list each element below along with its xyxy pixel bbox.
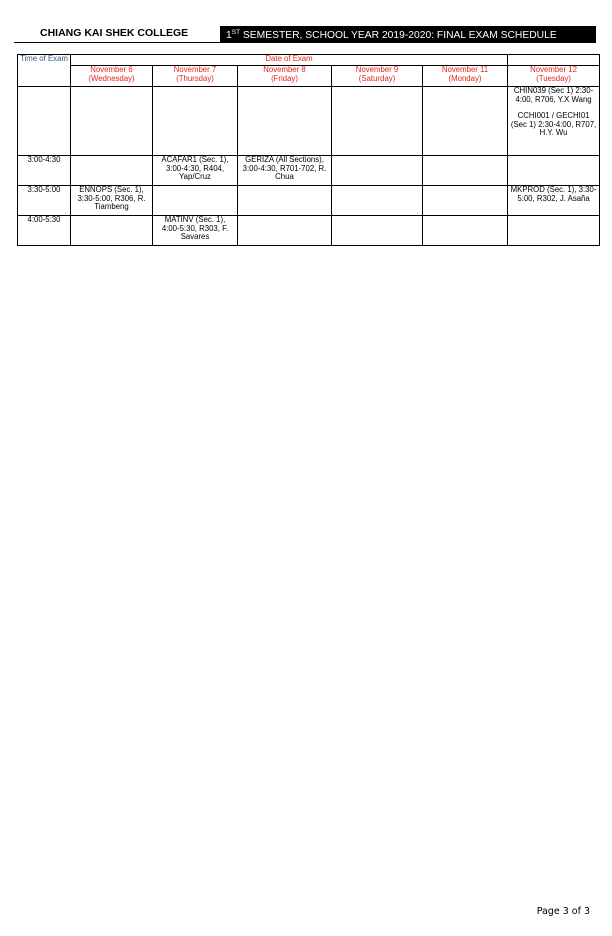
schedule-cell — [238, 216, 332, 246]
schedule-cell — [238, 186, 332, 216]
day-header — [332, 66, 423, 87]
day-header — [153, 66, 238, 87]
day-weekday: (Thursday) — [176, 73, 214, 83]
exam-entry: ENNOPS (Sec. 1), 3:30-5:00, R306, R. Tiambeng — [77, 185, 146, 212]
day-weekday: (Saturday) — [358, 73, 396, 83]
page-number: Page 3 of 3 — [536, 906, 590, 917]
schedule-cell — [508, 216, 600, 246]
schedule-body — [18, 87, 600, 246]
day-weekday: (Wednesday) — [88, 73, 135, 83]
schedule-cell — [332, 216, 423, 246]
exam-entry: CHIN039 (Sec 1) 2:30-4:00, R706, Y.X Wang — [513, 86, 594, 104]
day-header — [71, 66, 153, 87]
time-of-exam-header: Time of Exam — [18, 55, 71, 87]
schedule-cell — [153, 87, 238, 156]
schedule-cell — [238, 156, 332, 186]
schedule-cell — [332, 186, 423, 216]
day-header — [423, 66, 508, 87]
schedule-cell — [508, 87, 600, 156]
day-date: November 6 — [90, 65, 133, 74]
schedule-cell — [423, 87, 508, 156]
schedule-title — [220, 26, 596, 42]
day-header — [238, 66, 332, 87]
schedule-row — [18, 156, 600, 186]
exam-entry: MATINV (Sec. 1), 4:00-5:30, R303, F. Savares — [161, 215, 229, 242]
schedule-row — [18, 216, 600, 246]
schedule-cell — [71, 186, 153, 216]
schedule-cell — [508, 186, 600, 216]
schedule-cell — [71, 216, 153, 246]
exam-time-slot: 4:00-5:30 — [18, 216, 71, 246]
day-date: November 8 — [263, 65, 306, 74]
exam-time-slot: 3:00-4:30 — [18, 156, 71, 186]
date-of-exam-header: Date of Exam — [71, 55, 508, 66]
date-header-spacer — [508, 55, 600, 66]
college-name: CHIANG KAI SHEK COLLEGE — [40, 27, 189, 39]
schedule-cell — [238, 87, 332, 156]
day-date: November 11 — [441, 65, 489, 74]
schedule-cell — [332, 87, 423, 156]
exam-schedule-table — [17, 54, 600, 246]
schedule-cell — [423, 186, 508, 216]
exam-time-slot: 3:30-5:00 — [18, 186, 71, 216]
exam-entry: MKPROD (Sec. 1), 3:30-5:00, R302, J. Asaña — [510, 185, 597, 203]
schedule-cell — [153, 216, 238, 246]
schedule-row — [18, 186, 600, 216]
day-weekday: (Monday) — [448, 73, 482, 83]
title-ordinal-suffix: ST — [231, 29, 241, 36]
exam-entry: CCHI001 / GECHI01 (Sec 1) 2:30-4:00, R707, H.Y. Wu — [510, 111, 597, 138]
exam-time-slot — [18, 87, 71, 156]
schedule-cell — [423, 156, 508, 186]
schedule-cell — [71, 156, 153, 186]
schedule-cell — [332, 156, 423, 186]
day-date: November 12 — [530, 65, 577, 74]
schedule-cell — [153, 186, 238, 216]
day-header — [508, 66, 600, 87]
exam-entry: ACAFAR1 (Sec. 1), 3:00-4:30, R404, Yap/Cruz — [161, 155, 229, 182]
day-weekday: (Friday) — [271, 73, 298, 83]
schedule-cell — [508, 156, 600, 186]
day-weekday: (Tuesday) — [536, 73, 571, 83]
day-date: November 9 — [355, 65, 399, 74]
schedule-row — [18, 87, 600, 156]
title-ordinal: 1 — [226, 30, 232, 41]
schedule-cell — [423, 216, 508, 246]
title-text: SEMESTER, SCHOOL YEAR 2019-2020: FINAL EXAM SCHEDULE — [240, 30, 557, 41]
schedule-cell — [153, 156, 238, 186]
exam-entry: GERIZA (All Sections), 3:00-4:30, R701-702, R. Chua — [242, 155, 327, 182]
page-header — [14, 26, 596, 43]
day-date: November 7 — [173, 65, 217, 74]
day-header-row — [18, 66, 600, 87]
schedule-cell — [71, 87, 153, 156]
